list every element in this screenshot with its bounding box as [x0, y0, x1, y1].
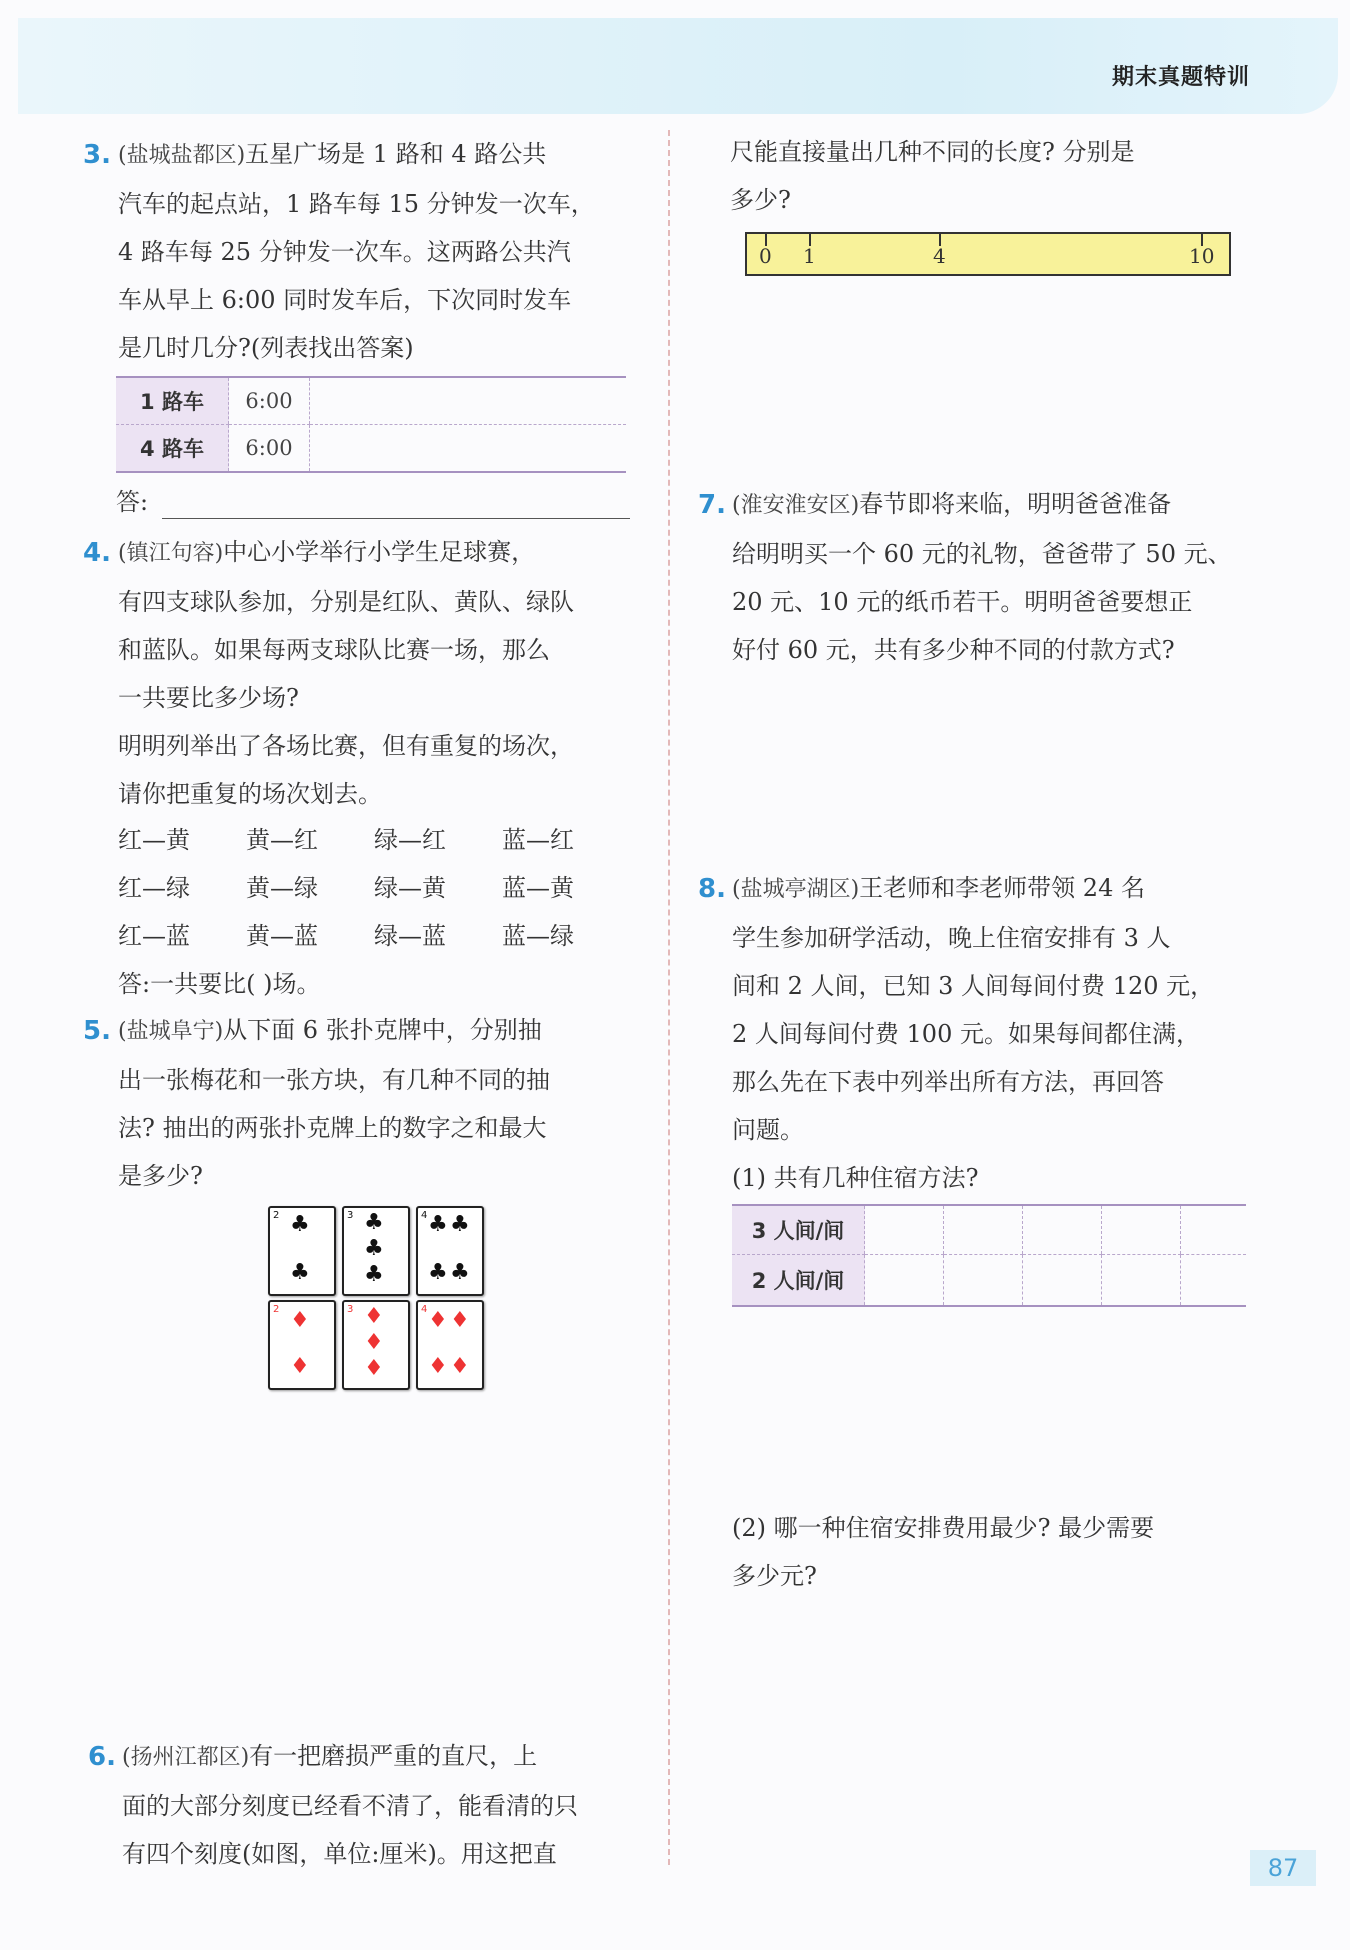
question-7-line: 20 元、10 元的纸币若干。明明爸爸要想正 — [732, 588, 1193, 616]
diamond-icon: ♦ — [364, 1330, 384, 1355]
club-icon: ♣ — [428, 1260, 448, 1285]
match-pair[interactable]: 绿—黄 — [374, 874, 446, 902]
diamond-icon: ♦ — [450, 1308, 470, 1333]
question-8-sub2 — [732, 1504, 1154, 1600]
bus-table-cell: 6:00 — [229, 378, 310, 425]
question-3-line: 车从早上 6:00 同时发车后，下次同时发车 — [118, 286, 572, 314]
column-divider — [668, 130, 670, 1865]
question-6-line: 多少? — [730, 186, 791, 214]
question-6-line: 有四个刻度(如图，单位:厘米)。用这把直 — [122, 1840, 557, 1868]
worn-ruler — [745, 232, 1231, 276]
bus-table-cell: 6:00 — [229, 425, 310, 472]
question-3-answer-line[interactable] — [162, 518, 630, 519]
bus-table-label: 1 路车 — [116, 378, 229, 425]
bus-table-cell-empty[interactable] — [310, 425, 627, 472]
match-pair[interactable]: 蓝—绿 — [502, 922, 574, 950]
question-3-line: 4 路车每 25 分钟发一次车。这两路公共汽 — [118, 238, 571, 266]
diamond-icon: ♦ — [428, 1354, 448, 1379]
question-4-match-pairs — [118, 816, 630, 1008]
room-table-cell[interactable] — [1101, 1255, 1180, 1306]
question-3-line: 汽车的起点站，1 路车每 15 分钟发一次车， — [118, 190, 595, 218]
question-7-line: 给明明买一个 60 元的礼物，爸爸带了 50 元、 — [732, 540, 1232, 568]
card-rank: 2 — [273, 1210, 280, 1221]
question-5-source: (盐城阜宁) — [118, 1019, 224, 1044]
diamond-icon: ♦ — [364, 1356, 384, 1381]
question-6-source: (扬州江都区) — [122, 1745, 250, 1770]
question-8-number: 8. — [698, 874, 726, 904]
question-6-number: 6. — [88, 1742, 116, 1772]
question-3 — [118, 130, 595, 372]
match-pair[interactable]: 黄—红 — [246, 826, 318, 854]
diamond-icon: ♦ — [428, 1308, 448, 1333]
club-icon: ♣ — [364, 1210, 384, 1235]
question-5 — [118, 1006, 550, 1200]
club-icon: ♣ — [364, 1262, 384, 1287]
match-pair[interactable]: 绿—红 — [374, 826, 446, 854]
card-rank: 2 — [273, 1304, 280, 1315]
card-rank: 4 — [421, 1304, 428, 1315]
question-8-room-table — [732, 1204, 1246, 1307]
room-table-label: 2 人间/间 — [732, 1255, 865, 1306]
question-5-line: 法? 抽出的两张扑克牌上的数字之和最大 — [118, 1114, 547, 1142]
question-4-line: 和蓝队。如果每两支球队比赛一场，那么 — [118, 636, 550, 664]
question-4-source: (镇江句容) — [118, 541, 224, 566]
question-4-line: 有四支球队参加，分别是红队、黄队、绿队 — [118, 588, 574, 616]
question-4-line: 一共要比多少场? — [118, 684, 299, 712]
question-6-line: 尺能直接量出几种不同的长度? 分别是 — [730, 138, 1135, 166]
bus-table-cell-empty[interactable] — [310, 378, 627, 425]
playing-card-diamond-2[interactable] — [268, 1300, 336, 1390]
diamond-icon: ♦ — [290, 1308, 310, 1333]
question-6-continued — [730, 128, 1135, 224]
room-table-cell[interactable] — [1101, 1206, 1180, 1255]
match-pair[interactable]: 红—绿 — [118, 874, 190, 902]
page-number: 87 — [1250, 1850, 1316, 1886]
question-4-line: 中心小学举行小学生足球赛， — [223, 538, 536, 566]
question-3-source: (盐城盐都区) — [118, 143, 246, 168]
card-rank: 3 — [347, 1304, 354, 1315]
room-table-cell[interactable] — [865, 1206, 944, 1255]
diamond-icon: ♦ — [290, 1354, 310, 1379]
club-icon: ♣ — [450, 1260, 470, 1285]
question-7 — [732, 480, 1232, 674]
question-6-line: 面的大部分刻度已经看不清了，能看清的只 — [122, 1792, 578, 1820]
question-7-line: 好付 60 元，共有多少种不同的付款方式? — [732, 636, 1175, 664]
question-5-line: 从下面 6 张扑克牌中，分别抽 — [223, 1016, 542, 1044]
question-7-line: 春节即将来临，明明爸爸准备 — [859, 490, 1172, 518]
question-8-line: 2 人间每间付费 100 元。如果每间都住满， — [732, 1020, 1200, 1048]
room-table-cell[interactable] — [1180, 1255, 1246, 1306]
question-3-line: 是几时几分?(列表找出答案) — [118, 334, 414, 362]
card-rank: 3 — [347, 1210, 354, 1221]
card-rank: 4 — [421, 1210, 428, 1221]
room-table-cell[interactable] — [865, 1255, 944, 1306]
question-4-number: 4. — [83, 538, 111, 568]
club-icon: ♣ — [364, 1236, 384, 1261]
club-icon: ♣ — [428, 1212, 448, 1237]
question-8-line: 问题。 — [732, 1116, 804, 1144]
question-4 — [118, 528, 574, 818]
page-header-title: 期末真题特训 — [1111, 65, 1250, 90]
match-pair[interactable]: 蓝—红 — [502, 826, 574, 854]
playing-card-club-2[interactable] — [268, 1206, 336, 1296]
bus-table-label: 4 路车 — [116, 425, 229, 472]
match-pair[interactable]: 蓝—黄 — [502, 874, 574, 902]
room-table-cell[interactable] — [1180, 1206, 1246, 1255]
match-pair[interactable]: 黄—绿 — [246, 874, 318, 902]
match-pair[interactable]: 红—黄 — [118, 826, 190, 854]
diamond-icon: ♦ — [450, 1354, 470, 1379]
question-4-answer: 答:一共要比( )场。 — [118, 970, 321, 998]
question-8-source: (盐城亭湖区) — [732, 877, 860, 902]
room-table-cell[interactable] — [1022, 1206, 1101, 1255]
question-8-line: 学生参加研学活动，晚上住宿安排有 3 人 — [732, 924, 1171, 952]
question-5-line: 出一张梅花和一张方块，有几种不同的抽 — [118, 1066, 550, 1094]
question-8 — [732, 864, 1214, 1202]
question-8-line: 王老师和李老师带领 24 名 — [859, 874, 1145, 902]
question-8-sub1: (1) 共有几种住宿方法? — [732, 1164, 979, 1192]
question-8-line: 间和 2 人间，已知 3 人间每间付费 120 元， — [732, 972, 1215, 1000]
question-6 — [122, 1732, 578, 1878]
question-3-bus-table — [116, 376, 626, 473]
question-8-line: 那么先在下表中列举出所有方法，再回答 — [732, 1068, 1164, 1096]
club-icon: ♣ — [450, 1212, 470, 1237]
question-6-line: 有一把磨损严重的直尺，上 — [249, 1742, 538, 1770]
question-7-number: 7. — [698, 490, 726, 520]
match-pair[interactable]: 绿—蓝 — [374, 922, 446, 950]
playing-card-club-3[interactable] — [342, 1206, 410, 1296]
question-3-number: 3. — [83, 140, 111, 170]
room-table-label: 3 人间/间 — [732, 1206, 865, 1255]
room-table-cell[interactable] — [943, 1255, 1022, 1306]
diamond-icon: ♦ — [364, 1304, 384, 1329]
playing-card-diamond-3[interactable] — [342, 1300, 410, 1390]
club-icon: ♣ — [290, 1260, 310, 1285]
ruler-mark-label: 1 — [803, 244, 816, 268]
question-4-line: 请你把重复的场次划去。 — [118, 780, 382, 808]
question-7-source: (淮安淮安区) — [732, 493, 860, 518]
match-pair[interactable]: 红—蓝 — [118, 922, 190, 950]
ruler-mark-label: 0 — [759, 244, 772, 268]
playing-card-club-4[interactable] — [416, 1206, 484, 1296]
match-pair[interactable]: 黄—蓝 — [246, 922, 318, 950]
club-icon: ♣ — [290, 1212, 310, 1237]
question-5-line: 是多少? — [118, 1162, 203, 1190]
question-4-line: 明明列举出了各场比赛，但有重复的场次， — [118, 732, 574, 760]
playing-card-diamond-4[interactable] — [416, 1300, 484, 1390]
room-table-cell[interactable] — [943, 1206, 1022, 1255]
ruler-mark-label: 10 — [1189, 244, 1215, 268]
question-5-number: 5. — [83, 1016, 111, 1046]
question-8-sub2-line: (2) 哪一种住宿安排费用最少? 最少需要 — [732, 1514, 1155, 1542]
question-8-sub2-line: 多少元? — [732, 1562, 817, 1590]
question-3-line: 五星广场是 1 路和 4 路公共 — [245, 140, 547, 168]
ruler-mark-label: 4 — [933, 244, 946, 268]
question-3-answer-label: 答: — [116, 488, 149, 516]
room-table-cell[interactable] — [1022, 1255, 1101, 1306]
